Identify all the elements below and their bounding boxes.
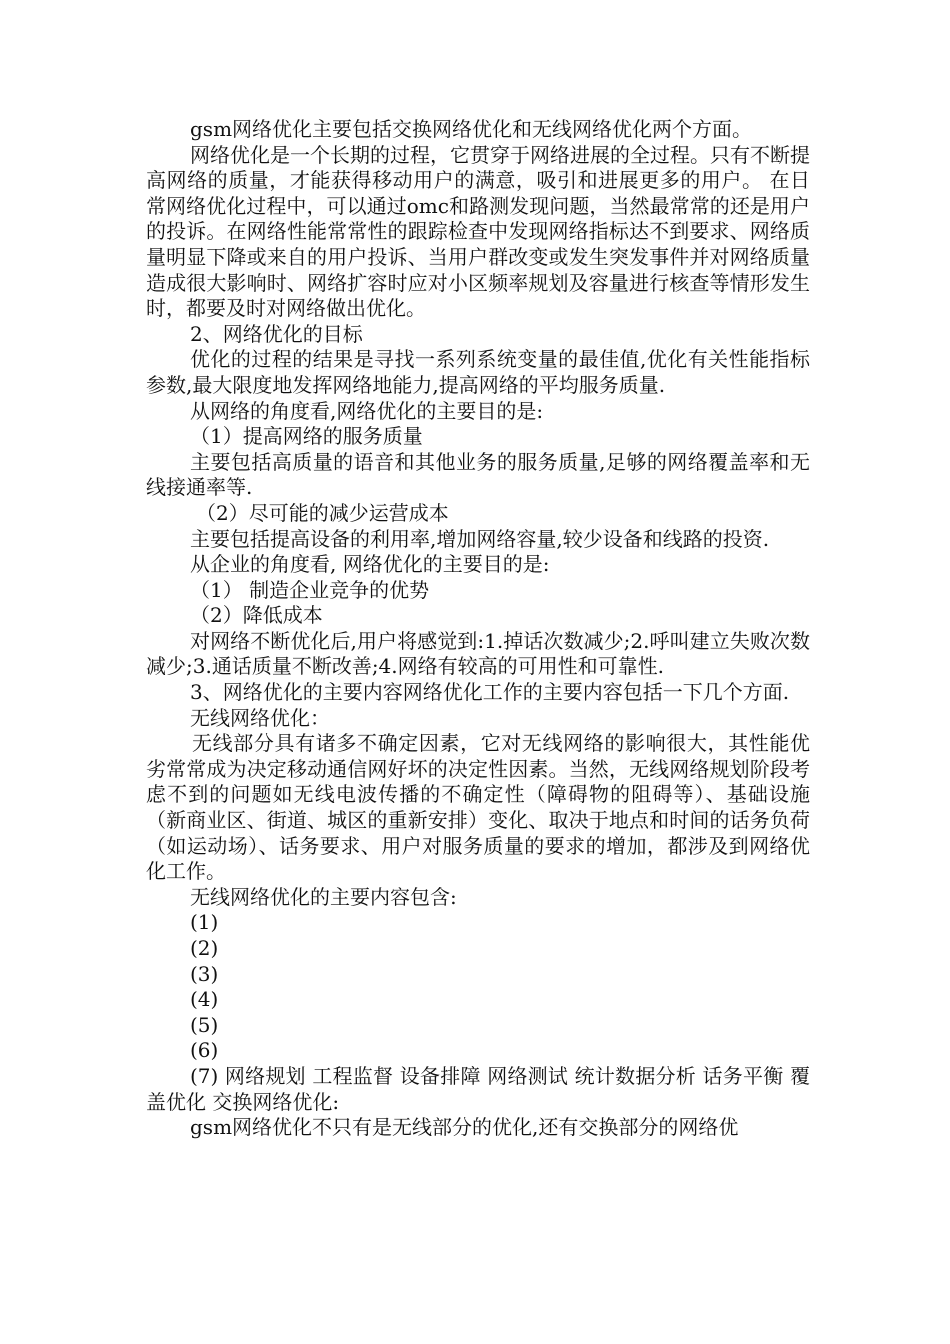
paragraph-wireless-description: 无线部分具有诸多不确定因素，它对无线网络的影响很大，其性能优劣常常成为决定移动通信网好坏的决定性因素。当然，无线网络规划阶段考虑不到的问题如无线电波传播的不确定性（障碍物的阻碍等）、基础设施（新商业区、街道、城区的重新安排）变化、取决于地点和时间的话务负荷（如运动场）、话务要求、用户对服务质量的要求的增加，都涉及到网络优化工作。 xyxy=(146,731,810,884)
paragraph-user-benefits: 对网络不断优化后,用户将感觉到:1.掉话次数减少;2.呼叫建立失败次数减少;3.通话质量不断改善;4.网络有较高的可用性和可靠性. xyxy=(146,628,810,679)
paragraph-intro: gsm网络优化主要包括交换网络优化和无线网络优化两个方面。 xyxy=(190,117,753,141)
paragraph-optimization-process: 网络优化是一个长期的过程，它贯穿于网络进展的全过程。只有不断提高网络的质量，才能获得移动用户的满意，吸引和进展更多的用户。 在日常网络优化过程中，可以通过omc和路测发现问题，当然最常常的还是用户的投诉。在网络性能常常性的跟踪检查中发现网络指标达不到要求、网络质量明显下降或来自的用户投诉、当用户群改变或发生突发事件并对网络质量造成很大影响时、网络扩容时应对小区频率规划及容量进行核查等情形发生时，都要及时对网络做出优化。 xyxy=(146,142,810,321)
paragraph-goals: 优化的过程的结果是寻找一系列系统变量的最佳值,优化有关性能指标参数,最大限度地发挥网络地能力,提高网络的平均服务质量. xyxy=(146,347,810,397)
paragraph-network-1-detail: 主要包括高质量的语音和其他业务的服务质量,足够的网络覆盖率和无线接通率等. xyxy=(146,449,810,500)
subheading-wireless-optimization: 无线网络优化： xyxy=(190,705,330,730)
section-heading-goals: 2、网络优化的目标 xyxy=(190,321,363,346)
paragraph-network-perspective: 从网络的角度看,网络优化的主要目的是: xyxy=(190,398,544,423)
paragraph-wireless-contents: 无线网络优化的主要内容包含: xyxy=(190,884,457,909)
list-item-network-1: （1）提高网络的服务质量 xyxy=(190,424,423,449)
section-heading-content: 3、网络优化的主要内容网络优化工作的主要内容包括一下几个方面. xyxy=(190,680,790,705)
paragraph-network-2-detail: 主要包括提高设备的利用率,增加网络容量,较少设备和线路的投资. xyxy=(190,526,770,551)
document-body xyxy=(146,117,810,1141)
list-item-4: (4) xyxy=(190,987,219,1012)
list-item-2: (2) xyxy=(190,936,219,960)
list-item-network-2: （2）尽可能的减少运营成本 xyxy=(196,500,449,525)
list-item-enterprise-2: （2）降低成本 xyxy=(190,603,323,628)
list-item-enterprise-1: （1） 制造企业竞争的优势 xyxy=(190,577,430,602)
paragraph-enterprise-perspective: 从企业的角度看, 网络优化的主要目的是: xyxy=(190,552,550,577)
list-item-3: (3) xyxy=(190,961,219,986)
list-item-5: (5) xyxy=(190,1012,219,1037)
list-item-7: (7) 网络规划 工程监督 设备排障 网络测试 统计数据分析 话务平衡 覆盖优化 交换网络优化: xyxy=(146,1063,810,1114)
list-item-6: (6) xyxy=(190,1038,219,1063)
list-item-1: (1) xyxy=(190,910,219,935)
paragraph-switching-optimization: gsm网络优化不只有是无线部分的优化,还有交换部分的网络优 xyxy=(190,1115,739,1140)
